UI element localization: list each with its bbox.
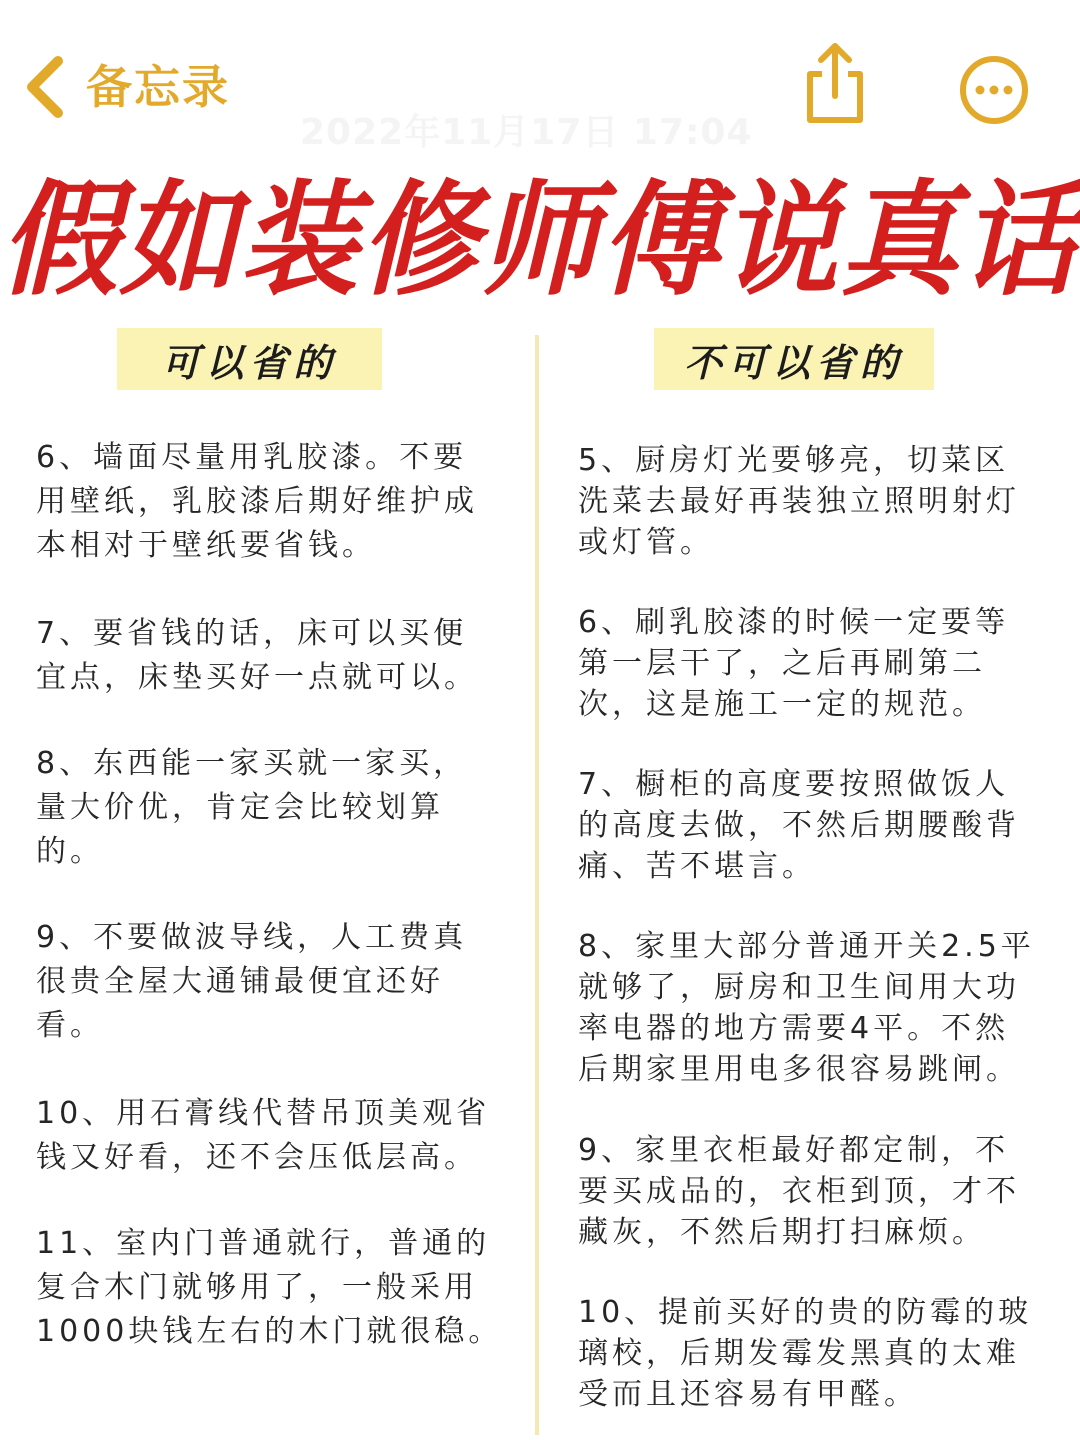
list-item: 5、厨房灯光要够亮，切菜区 洗菜去最好再装独立照明射灯 或灯管。 [578, 443, 1020, 560]
list-item: 6、墙面尽量用乳胶漆。不要 用壁纸，乳胶漆后期好维护成 本相对于壁纸要省钱。 [36, 440, 478, 563]
list-item: 7、橱柜的高度要按照做饭人 的高度去做，不然后期腰酸背 痛、苦不堪言。 [578, 767, 1020, 884]
back-button[interactable] [22, 52, 230, 122]
nav-bar [0, 0, 1080, 170]
header-cannot-save: 不可以省的 [654, 328, 934, 390]
chevron-left-icon [22, 55, 66, 119]
note-timestamp: 2022年11月17日 17:04 [300, 112, 753, 153]
column-divider [535, 335, 539, 1435]
back-label: 备忘录 [86, 60, 230, 114]
share-button[interactable] [800, 40, 870, 126]
list-item: 10、提前买好的贵的防霉的玻 璃校，后期发霉发黑真的太难 受而且还容易有甲醛。 [578, 1295, 1033, 1412]
more-ellipsis-icon [958, 111, 1030, 130]
share-icon [800, 111, 870, 130]
list-item: 6、刷乳胶漆的时候一定要等 第一层干了，之后再刷第二 次，这是施工一定的规范。 [578, 605, 1010, 722]
list-item: 9、不要做波导线，人工费真 很贵全屋大通铺最便宜还好 看。 [36, 920, 468, 1043]
list-item: 9、家里衣柜最好都定制，不 要买成品的，衣柜到顶，才不 藏灰，不然后期打扫麻烦。 [578, 1133, 1020, 1250]
list-item: 8、家里大部分普通开关2.5平 就够了，厨房和卫生间用大功 率电器的地方需要4平。不然 后期家里用电多很容易跳闸。 [578, 929, 1035, 1087]
list-item: 8、东西能一家买就一家买， 量大价优，肯定会比较划算 的。 [36, 746, 468, 869]
header-can-save: 可以省的 [117, 328, 382, 390]
list-item: 11、室内门普通就行，普通的 复合木门就够用了，一般采用 1000块钱左右的木门就很稳。 [36, 1226, 503, 1349]
list-item: 7、要省钱的话，床可以买便 宜点，床垫买好一点就可以。 [36, 616, 478, 695]
page-title: 假如装修师傅说真话 [0, 167, 1080, 313]
list-item: 10、用石膏线代替吊顶美观省 钱又好看，还不会压低层高。 [36, 1096, 491, 1175]
more-options-button[interactable] [958, 54, 1030, 126]
